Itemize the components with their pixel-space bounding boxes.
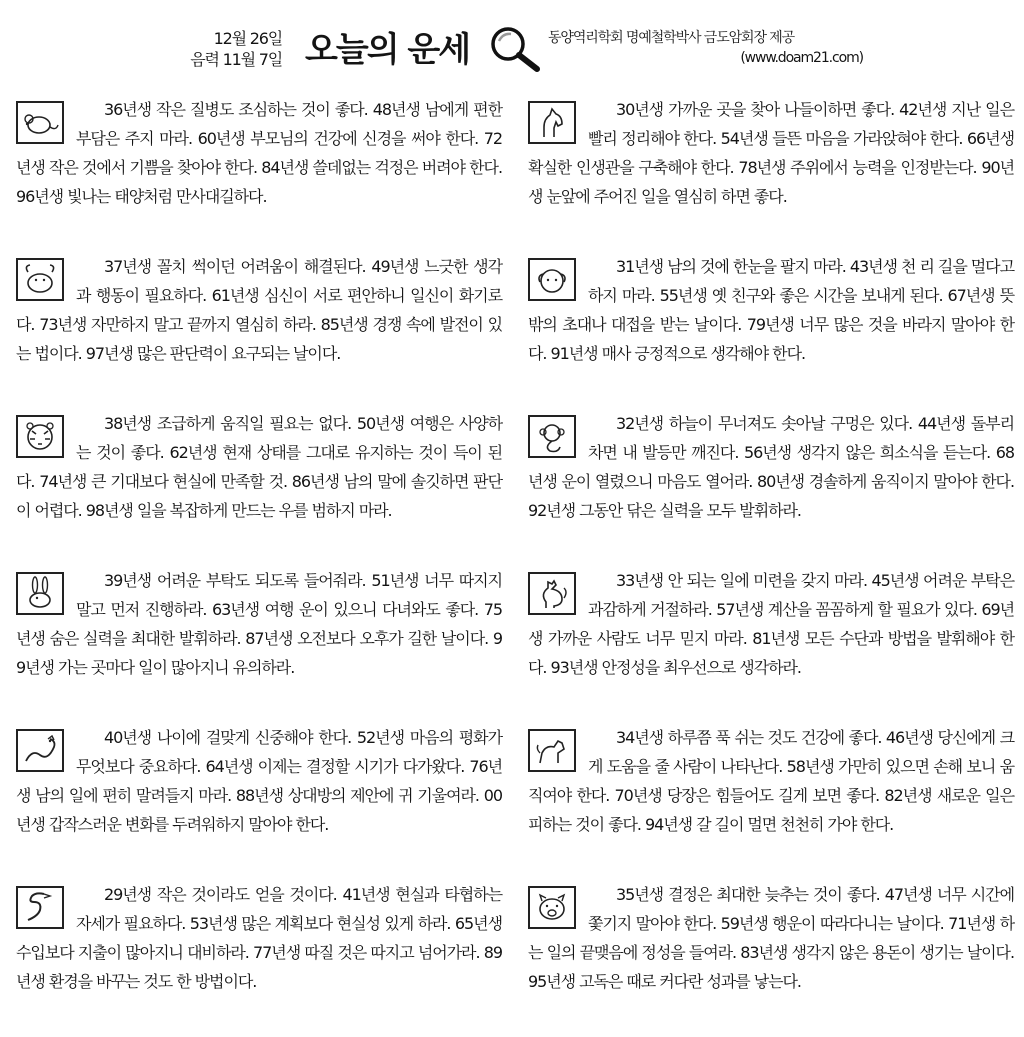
pig-icon bbox=[528, 886, 576, 929]
magnifier-icon bbox=[487, 24, 543, 74]
fortune-entry-dragon bbox=[16, 723, 502, 880]
rabbit-icon bbox=[16, 572, 64, 615]
fortune-entry-ox bbox=[16, 252, 502, 409]
fortune-text: 35년생 결정은 최대한 늦추는 것이 좋다. 47년생 너무 시간에 쫓기지 말아야 한다. 59년생 행운이 따라다니는 날이다. 71년생 하는 일의 끝맺음에 정성을 들여라. 83년생 생각지 않은 용돈이 생기는 날이다. 95년생 고독은 때로 커다란 성과를 낳는다. bbox=[528, 885, 1014, 991]
rat-icon bbox=[16, 101, 64, 144]
ox-icon bbox=[16, 258, 64, 301]
fortune-entry-tiger bbox=[16, 409, 502, 566]
tiger-icon bbox=[16, 415, 64, 458]
rooster-icon bbox=[528, 572, 576, 615]
fortune-text: 32년생 하늘이 무너져도 솟아날 구멍은 있다. 44년생 돌부리 차면 내 발등만 깨진다. 56년생 생각지 않은 희소식을 듣는다. 68년생 운이 열렸으니 마음도 열어라. 80년생 경솔하게 움직이지 말아야 한다. 92년생 그동안 닦은 실력을 모두 발휘하라. bbox=[528, 414, 1014, 520]
fortune-text: 37년생 꼴치 썩이던 어려움이 해결된다. 49년생 느긋한 생각과 행동이 필요하다. 61년생 심신이 서로 편안하니 일신이 화기로다. 73년생 자만하지 말고 끝까지 열심히 하라. 85년생 경쟁 속에 발전이 있는 법이다. 97년생 많은 판단력이 요구되는 날이다. bbox=[16, 257, 502, 363]
dog-icon bbox=[528, 729, 576, 772]
fortune-text: 30년생 가까운 곳을 찾아 나들이하면 좋다. 42년생 지난 일은 빨리 정리해야 한다. 54년생 들뜬 마음을 가라앉혀야 한다. 66년생 확실한 인생관을 구축해야 한다. 78년생 주위에서 능력을 인정받는다. 90년생 눈앞에 주어진 일을 열심히 하면 좋다. bbox=[528, 100, 1014, 206]
lunar-date: 음력 11월 7일 bbox=[190, 50, 282, 69]
page-title: 오늘의 운세 bbox=[305, 30, 470, 70]
fortune-entry-dog bbox=[528, 723, 1014, 880]
provider-credit bbox=[548, 28, 863, 68]
page-header bbox=[0, 0, 1024, 90]
fortune-column-right bbox=[528, 95, 1014, 1037]
dragon-icon bbox=[16, 729, 64, 772]
provider-name: 동양역리학회 명예철학박사 금도암회장 제공 bbox=[548, 30, 795, 46]
monkey-icon bbox=[528, 415, 576, 458]
fortune-entry-rabbit bbox=[16, 566, 502, 723]
fortune-entry-rat bbox=[16, 95, 502, 252]
sheep-icon bbox=[528, 258, 576, 301]
fortune-entry-snake bbox=[16, 880, 502, 1037]
fortune-entry-horse bbox=[528, 95, 1014, 252]
fortune-text: 31년생 남의 것에 한눈을 팔지 마라. 43년생 천 리 길을 멀다고 하지 마라. 55년생 옛 친구와 좋은 시간을 보내게 된다. 67년생 뜻밖의 초대나 대접을 받는 날이다. 79년생 너무 많은 것을 바라지 말아야 한다. 91년생 매사 긍정적으로 생각해야 한다. bbox=[528, 257, 1014, 363]
fortune-entry-rooster bbox=[528, 566, 1014, 723]
fortune-column-left bbox=[16, 95, 502, 1037]
fortune-text: 39년생 어려운 부탁도 되도록 들어줘라. 51년생 너무 따지지 말고 먼저 진행하라. 63년생 여행 운이 있으니 다녀와도 좋다. 75년생 숨은 실력을 최대한 발휘하라. 87년생 오전보다 오후가 길한 날이다. 99년생 가는 곳마다 일이 많아지니 유의하라. bbox=[16, 571, 502, 677]
fortune-text: 29년생 작은 것이라도 얻을 것이다. 41년생 현실과 타협하는 자세가 필요하다. 53년생 많은 계획보다 현실성 있게 하라. 65년생 수입보다 지출이 많아지니 대비하라. 77년생 따질 것은 따지고 넘어가라. 89년생 환경을 바꾸는 것도 한 방법이다. bbox=[16, 885, 502, 991]
provider-website: (www.doam21.com) bbox=[740, 50, 863, 66]
fortune-entry-monkey bbox=[528, 409, 1014, 566]
solar-date: 12월 26일 bbox=[213, 29, 282, 48]
fortune-text: 38년생 조급하게 움직일 필요는 없다. 50년생 여행은 사양하는 것이 좋다. 62년생 현재 상태를 그대로 유지하는 것이 득이 된다. 74년생 큰 기대보다 현실에 만족할 것. 86년생 남의 말에 솔깃하면 판단이 어렵다. 98년생 일을 복잡하게 만드는 우를 범하지 마라. bbox=[16, 414, 502, 520]
fortune-text: 34년생 하루쯤 푹 쉬는 것도 건강에 좋다. 46년생 당신에게 크게 도움을 줄 사람이 나타난다. 58년생 가만히 있으면 손해 보니 움직여야 한다. 70년생 당장은 힘들어도 길게 보면 좋다. 82년생 새로운 일은 피하는 것이 좋다. 94년생 갈 길이 멀면 천천히 가야 한다. bbox=[528, 728, 1014, 834]
snake-icon bbox=[16, 886, 64, 929]
fortune-text: 33년생 안 되는 일에 미련을 갖지 마라. 45년생 어려운 부탁은 과감하게 거절하라. 57년생 계산을 꼼꼼하게 할 필요가 있다. 69년생 가까운 사람도 너무 믿지 마라. 81년생 모든 수단과 방법을 발휘해야 한다. 93년생 안정성을 최우선으로 생각하라. bbox=[528, 571, 1014, 677]
fortune-text: 40년생 나이에 걸맞게 신중해야 한다. 52년생 마음의 평화가 무엇보다 중요하다. 64년생 이제는 결정할 시기가 다가왔다. 76년생 남의 일에 편히 말려들지 마라. 88년생 상대방의 제안에 귀 기울여라. 00년생 갑작스러운 변화를 두려워하지 말아야 한다. bbox=[16, 728, 502, 834]
horse-icon bbox=[528, 101, 576, 144]
fortune-entry-pig bbox=[528, 880, 1014, 1037]
fortune-text: 36년생 작은 질병도 조심하는 것이 좋다. 48년생 남에게 편한 부담은 주지 마라. 60년생 부모님의 건강에 신경을 써야 한다. 72년생 작은 것에서 기쁨을 찾아야 한다. 84년생 쓸데없는 걱정은 버려야 한다. 96년생 빛나는 태양처럼 만사대길하다. bbox=[16, 100, 502, 206]
date-block bbox=[170, 28, 282, 70]
fortune-entry-sheep bbox=[528, 252, 1014, 409]
